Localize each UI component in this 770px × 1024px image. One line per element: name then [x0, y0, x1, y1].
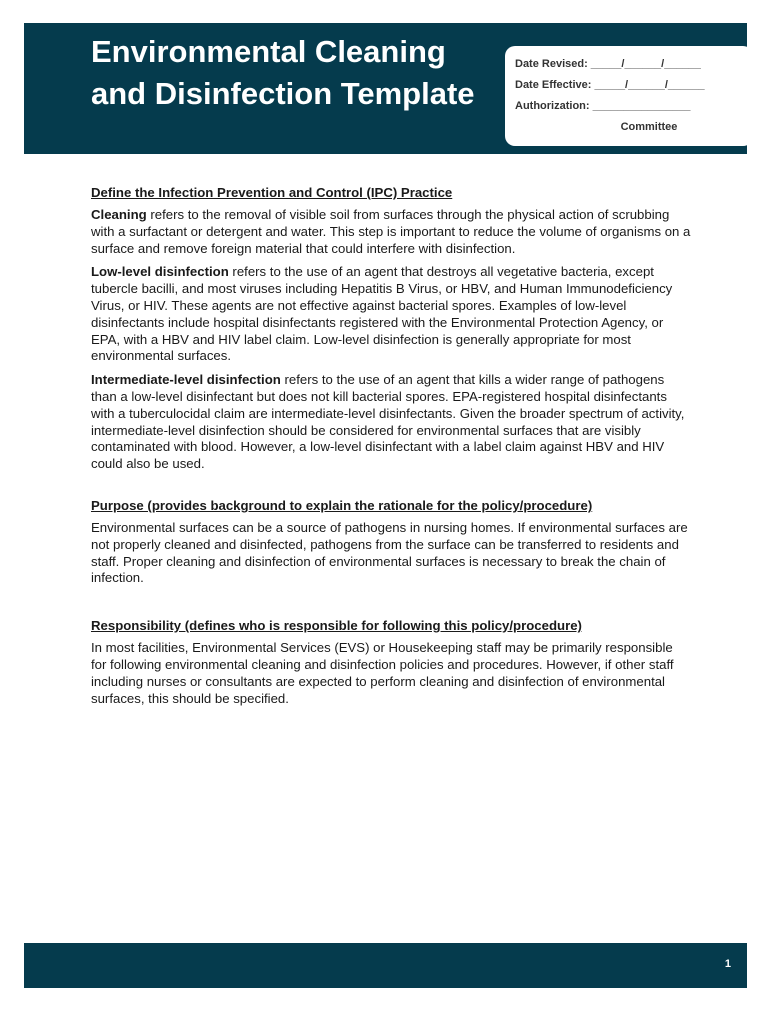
page-number: 1 — [724, 958, 731, 970]
low-level-term: Low-level disinfection — [91, 264, 229, 280]
cleaning-text: refers to the removal of visible soil from surfaces through the physical action of scrubbing with a surfactant or detergent and water. This step is important to reduce the volume of organisms on a surface and remove foreign material that could interfere with disinfection. — [91, 207, 691, 256]
define-heading: Define the Infection Prevention and Control (IPC) Practice — [91, 185, 453, 200]
header-band — [24, 23, 747, 154]
responsibility-section — [91, 617, 691, 707]
footer-band — [24, 943, 747, 988]
committee-label: Committee — [620, 121, 678, 133]
low-level-text: refers to the use of an agent that destroys all vegetative bacteria, except tubercle bacilli, and most viruses including Hepatitis B Virus, or HBV, and Human Immunodeficiency Virus, or HIV. These agents are not effective against bacterial spores. Examples of low-level disinfectants include hospital disinfectants registered with the Environmental Protection Agency, or EPA, with a HBV and HIV label claim. Low-level disinfection is generally appropriate for most environmental surfaces. — [91, 264, 673, 364]
responsibility-paragraph: In most facilities, Environmental Services (EVS) or Housekeeping staff may be primarily responsible for following environmental cleaning and disinfection policies and procedures. However, if other staff including nurses or consultants are expected to perform cleaning and disinfection of environmental surfaces, this should be specified. — [91, 640, 674, 706]
document-title: Environmental Cleaning and Disinfection Template — [91, 34, 475, 111]
responsibility-heading: Responsibility (defines who is responsible for following this policy/procedure) — [91, 618, 582, 634]
revision-info-box — [505, 46, 753, 146]
intermediate-level-text: refers to the use of an agent that kills a wider range of pathogens than a low-level disinfectant but does not kill bacterial spores. EPA-registered hospital disinfectants with a tuberculocidal claim are intermediate-level disinfectants. Given the broader spectrum of activity, intermediate-level disinfection should be considered for environmental surfaces that are visibly contaminated with blood. However, a low-level disinfectant with a label claim against HBV and HIV could also be used. — [91, 372, 685, 472]
date-effective-field: Date Effective: _____/______/______ — [515, 79, 705, 91]
cleaning-term: Cleaning — [91, 207, 147, 222]
document-body — [91, 184, 691, 714]
purpose-section — [91, 497, 691, 587]
date-revised-field: Date Revised: _____/______/______ — [515, 58, 701, 70]
low-level-paragraph — [91, 264, 691, 365]
cleaning-paragraph — [91, 207, 691, 257]
authorization-field: Authorization: ________________ — [515, 100, 691, 112]
purpose-heading: Purpose (provides background to explain the rationale for the policy/procedure) — [91, 497, 593, 513]
define-section — [91, 184, 691, 473]
purpose-paragraph: Environmental surfaces can be a source of pathogens in nursing homes. If environmental surfaces are not properly cleaned and disinfected, pathogens from the surface can be transferred to residents and staff. Proper cleaning and disinfection of environmental surfaces is necessary to break the chain of infection. — [91, 519, 688, 586]
intermediate-level-paragraph — [91, 372, 691, 473]
intermediate-level-term: Intermediate-level disinfection — [91, 372, 281, 388]
